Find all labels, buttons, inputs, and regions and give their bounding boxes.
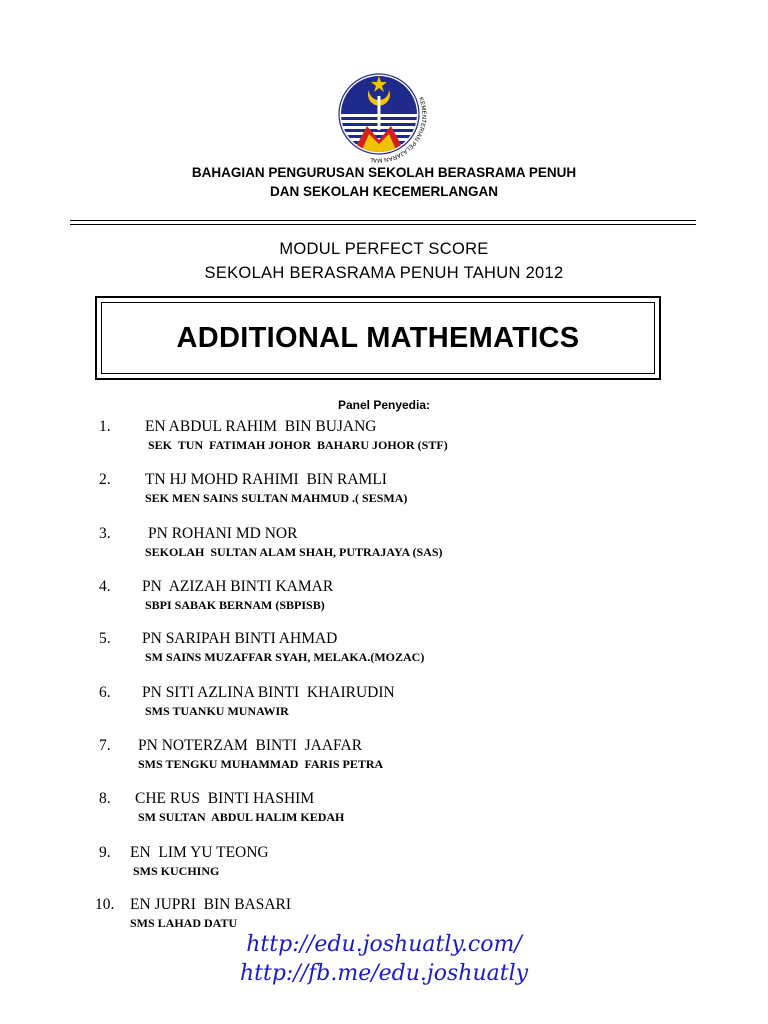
link-url-2[interactable]: http://fb.me/edu.joshuatly [239,961,529,986]
member-school: SM SULTAN ABDUL HALIM KEDAH [138,810,345,824]
member-number: 8. [99,790,111,807]
member-number: 7. [99,737,111,754]
org-line-1: BAHAGIAN PENGURUSAN SEKOLAH BERASRAMA PENUH [191,165,577,180]
member-name: CHE RUS BINTI HASHIM [135,790,315,807]
member-school: SMS LAHAD DATU [130,916,238,930]
member-school: SM SAINS MUZAFFAR SYAH, MELAKA.(MOZAC) [145,650,425,664]
title-box [95,296,661,380]
member-name: TN HJ MOHD RAHIMI BIN RAMLI [145,471,387,488]
ministry-logo [331,68,443,166]
member-number: 10. [95,896,115,913]
member-school: SMS TUANKU MUNAWIR [145,704,289,718]
member-number: 2. [99,471,111,488]
member-school: SEK TUN FATIMAH JOHOR BAHARU JOHOR (STF) [148,438,448,452]
member-name: PN NOTERZAM BINTI JAAFAR [138,737,363,754]
member-name: EN LIM YU TEONG [130,844,269,861]
divider-bottom [70,224,696,225]
document-title: ADDITIONAL MATHEMATICS [101,302,655,374]
module-line-2: SEKOLAH BERASRAMA PENUH TAHUN 2012 [204,264,564,282]
member-number: 3. [99,525,111,542]
divider-top [70,220,696,221]
member-school: SEK MEN SAINS SULTAN MAHMUD .( SESMA) [145,491,408,505]
member-name: PN SITI AZLINA BINTI KHAIRUDIN [142,684,395,701]
link-url-1[interactable]: http://edu.joshuatly.com/ [246,932,522,957]
member-name: EN ABDUL RAHIM BIN BUJANG [145,418,377,435]
member-school: SMS TENGKU MUHAMMAD FARIS PETRA [138,757,384,771]
org-line-2: DAN SEKOLAH KECEMERLANGAN [269,184,498,199]
logo-caption: KEMENTERIAN PELAJARAN MAL [369,96,427,163]
member-school: SMS KUCHING [133,864,220,878]
member-number: 4. [99,578,111,595]
member-number: 1. [99,418,111,435]
member-number: 9. [99,844,111,861]
member-school: SBPI SABAK BERNAM (SBPISB) [145,598,325,612]
member-name: PN ROHANI MD NOR [148,525,298,542]
panel-heading: Panel Penyedia: [337,398,431,412]
member-name: EN JUPRI BIN BASARI [130,896,292,913]
member-name: PN SARIPAH BINTI AHMAD [142,630,338,647]
module-line-1: MODUL PERFECT SCORE [279,240,489,258]
member-number: 6. [99,684,111,701]
member-number: 5. [99,630,111,647]
member-name: PN AZIZAH BINTI KAMAR [142,578,334,595]
member-school: SEKOLAH SULTAN ALAM SHAH, PUTRAJAYA (SAS) [145,545,443,559]
